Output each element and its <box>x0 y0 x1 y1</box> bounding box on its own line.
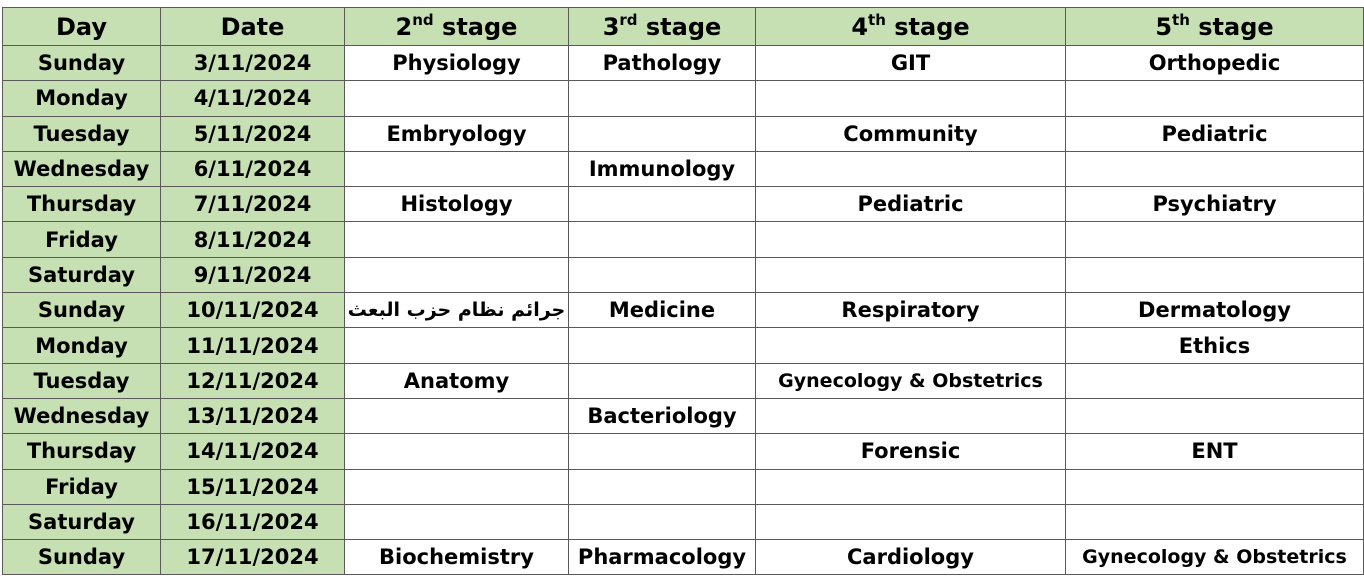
stage-4-cell: GIT <box>756 46 1066 81</box>
day-cell: Monday <box>3 328 161 363</box>
date-cell: 8/11/2024 <box>161 222 345 257</box>
stage-2-cell: Histology <box>345 187 569 222</box>
table-row <box>3 46 1364 81</box>
stage-3-cell <box>569 257 756 292</box>
date-cell: 11/11/2024 <box>161 328 345 363</box>
stage-2-cell <box>345 434 569 469</box>
stage-5-cell: Pediatric <box>1066 116 1364 151</box>
date-cell: 12/11/2024 <box>161 363 345 398</box>
stage-3-cell <box>569 434 756 469</box>
stage-4-cell <box>756 81 1066 116</box>
day-cell: Tuesday <box>3 116 161 151</box>
stage-5-cell: Ethics <box>1066 328 1364 363</box>
day-cell: Thursday <box>3 187 161 222</box>
stage-4-cell <box>756 328 1066 363</box>
day-cell: Friday <box>3 469 161 504</box>
date-cell: 17/11/2024 <box>161 540 345 575</box>
day-cell: Saturday <box>3 504 161 539</box>
day-cell: Sunday <box>3 46 161 81</box>
stage-2-cell: جرائم نظام حزب البعث <box>345 293 569 328</box>
day-cell: Wednesday <box>3 398 161 433</box>
stage-5-cell <box>1066 81 1364 116</box>
stage-5-cell <box>1066 151 1364 186</box>
stage-4-cell <box>756 222 1066 257</box>
header-stage-4: 4th stage <box>756 8 1066 46</box>
stage-3-cell <box>569 469 756 504</box>
stage-5-cell <box>1066 504 1364 539</box>
stage-3-cell: Immunology <box>569 151 756 186</box>
table-row <box>3 540 1364 575</box>
date-cell: 3/11/2024 <box>161 46 345 81</box>
stage-5-cell <box>1066 222 1364 257</box>
stage-5-cell <box>1066 363 1364 398</box>
stage-5-cell: Dermatology <box>1066 293 1364 328</box>
header-day: Day <box>3 8 161 46</box>
stage-4-cell <box>756 469 1066 504</box>
table-row <box>3 363 1364 398</box>
date-cell: 10/11/2024 <box>161 293 345 328</box>
stage-5-cell: ENT <box>1066 434 1364 469</box>
day-cell: Monday <box>3 81 161 116</box>
table-row <box>3 257 1364 292</box>
stage-4-cell <box>756 398 1066 433</box>
stage-2-cell <box>345 222 569 257</box>
header-stage-2: 2nd stage <box>345 8 569 46</box>
date-cell: 6/11/2024 <box>161 151 345 186</box>
stage-4-cell: Community <box>756 116 1066 151</box>
stage-2-cell: Embryology <box>345 116 569 151</box>
header-row <box>3 8 1364 46</box>
stage-5-cell: Gynecology & Obstetrics <box>1066 540 1364 575</box>
date-cell: 14/11/2024 <box>161 434 345 469</box>
table-row <box>3 504 1364 539</box>
exam-schedule-table <box>2 7 1364 575</box>
table-row <box>3 222 1364 257</box>
table-row <box>3 151 1364 186</box>
table-row <box>3 81 1364 116</box>
stage-3-cell <box>569 504 756 539</box>
date-cell: 7/11/2024 <box>161 187 345 222</box>
day-cell: Tuesday <box>3 363 161 398</box>
date-cell: 9/11/2024 <box>161 257 345 292</box>
stage-3-cell: Pharmacology <box>569 540 756 575</box>
stage-4-cell: Cardiology <box>756 540 1066 575</box>
stage-5-cell <box>1066 469 1364 504</box>
stage-2-cell: Biochemistry <box>345 540 569 575</box>
stage-5-cell <box>1066 257 1364 292</box>
day-cell: Saturday <box>3 257 161 292</box>
date-cell: 16/11/2024 <box>161 504 345 539</box>
table-row <box>3 116 1364 151</box>
stage-2-cell <box>345 257 569 292</box>
table-row <box>3 469 1364 504</box>
day-cell: Sunday <box>3 540 161 575</box>
table-row <box>3 398 1364 433</box>
stage-3-cell: Pathology <box>569 46 756 81</box>
stage-2-cell: Anatomy <box>345 363 569 398</box>
stage-4-cell: Pediatric <box>756 187 1066 222</box>
day-cell: Sunday <box>3 293 161 328</box>
table-row <box>3 293 1364 328</box>
date-cell: 4/11/2024 <box>161 81 345 116</box>
stage-2-cell <box>345 504 569 539</box>
day-cell: Wednesday <box>3 151 161 186</box>
stage-5-cell <box>1066 398 1364 433</box>
stage-2-cell <box>345 328 569 363</box>
stage-3-cell <box>569 81 756 116</box>
header-stage-3: 3rd stage <box>569 8 756 46</box>
table-row <box>3 328 1364 363</box>
stage-4-cell <box>756 151 1066 186</box>
date-cell: 13/11/2024 <box>161 398 345 433</box>
table-row <box>3 434 1364 469</box>
stage-3-cell <box>569 187 756 222</box>
header-stage-5: 5th stage <box>1066 8 1364 46</box>
stage-3-cell: Bacteriology <box>569 398 756 433</box>
stage-3-cell: Medicine <box>569 293 756 328</box>
stage-2-cell <box>345 398 569 433</box>
date-cell: 15/11/2024 <box>161 469 345 504</box>
stage-4-cell: Respiratory <box>756 293 1066 328</box>
stage-4-cell: Forensic <box>756 434 1066 469</box>
stage-5-cell: Psychiatry <box>1066 187 1364 222</box>
stage-3-cell <box>569 222 756 257</box>
stage-2-cell <box>345 469 569 504</box>
header-date: Date <box>161 8 345 46</box>
stage-4-cell: Gynecology & Obstetrics <box>756 363 1066 398</box>
stage-4-cell <box>756 257 1066 292</box>
stage-2-cell <box>345 81 569 116</box>
stage-3-cell <box>569 328 756 363</box>
date-cell: 5/11/2024 <box>161 116 345 151</box>
table-row <box>3 187 1364 222</box>
stage-3-cell <box>569 363 756 398</box>
stage-2-cell <box>345 151 569 186</box>
stage-5-cell: Orthopedic <box>1066 46 1364 81</box>
stage-2-cell: Physiology <box>345 46 569 81</box>
day-cell: Thursday <box>3 434 161 469</box>
day-cell: Friday <box>3 222 161 257</box>
stage-4-cell <box>756 504 1066 539</box>
stage-3-cell <box>569 116 756 151</box>
